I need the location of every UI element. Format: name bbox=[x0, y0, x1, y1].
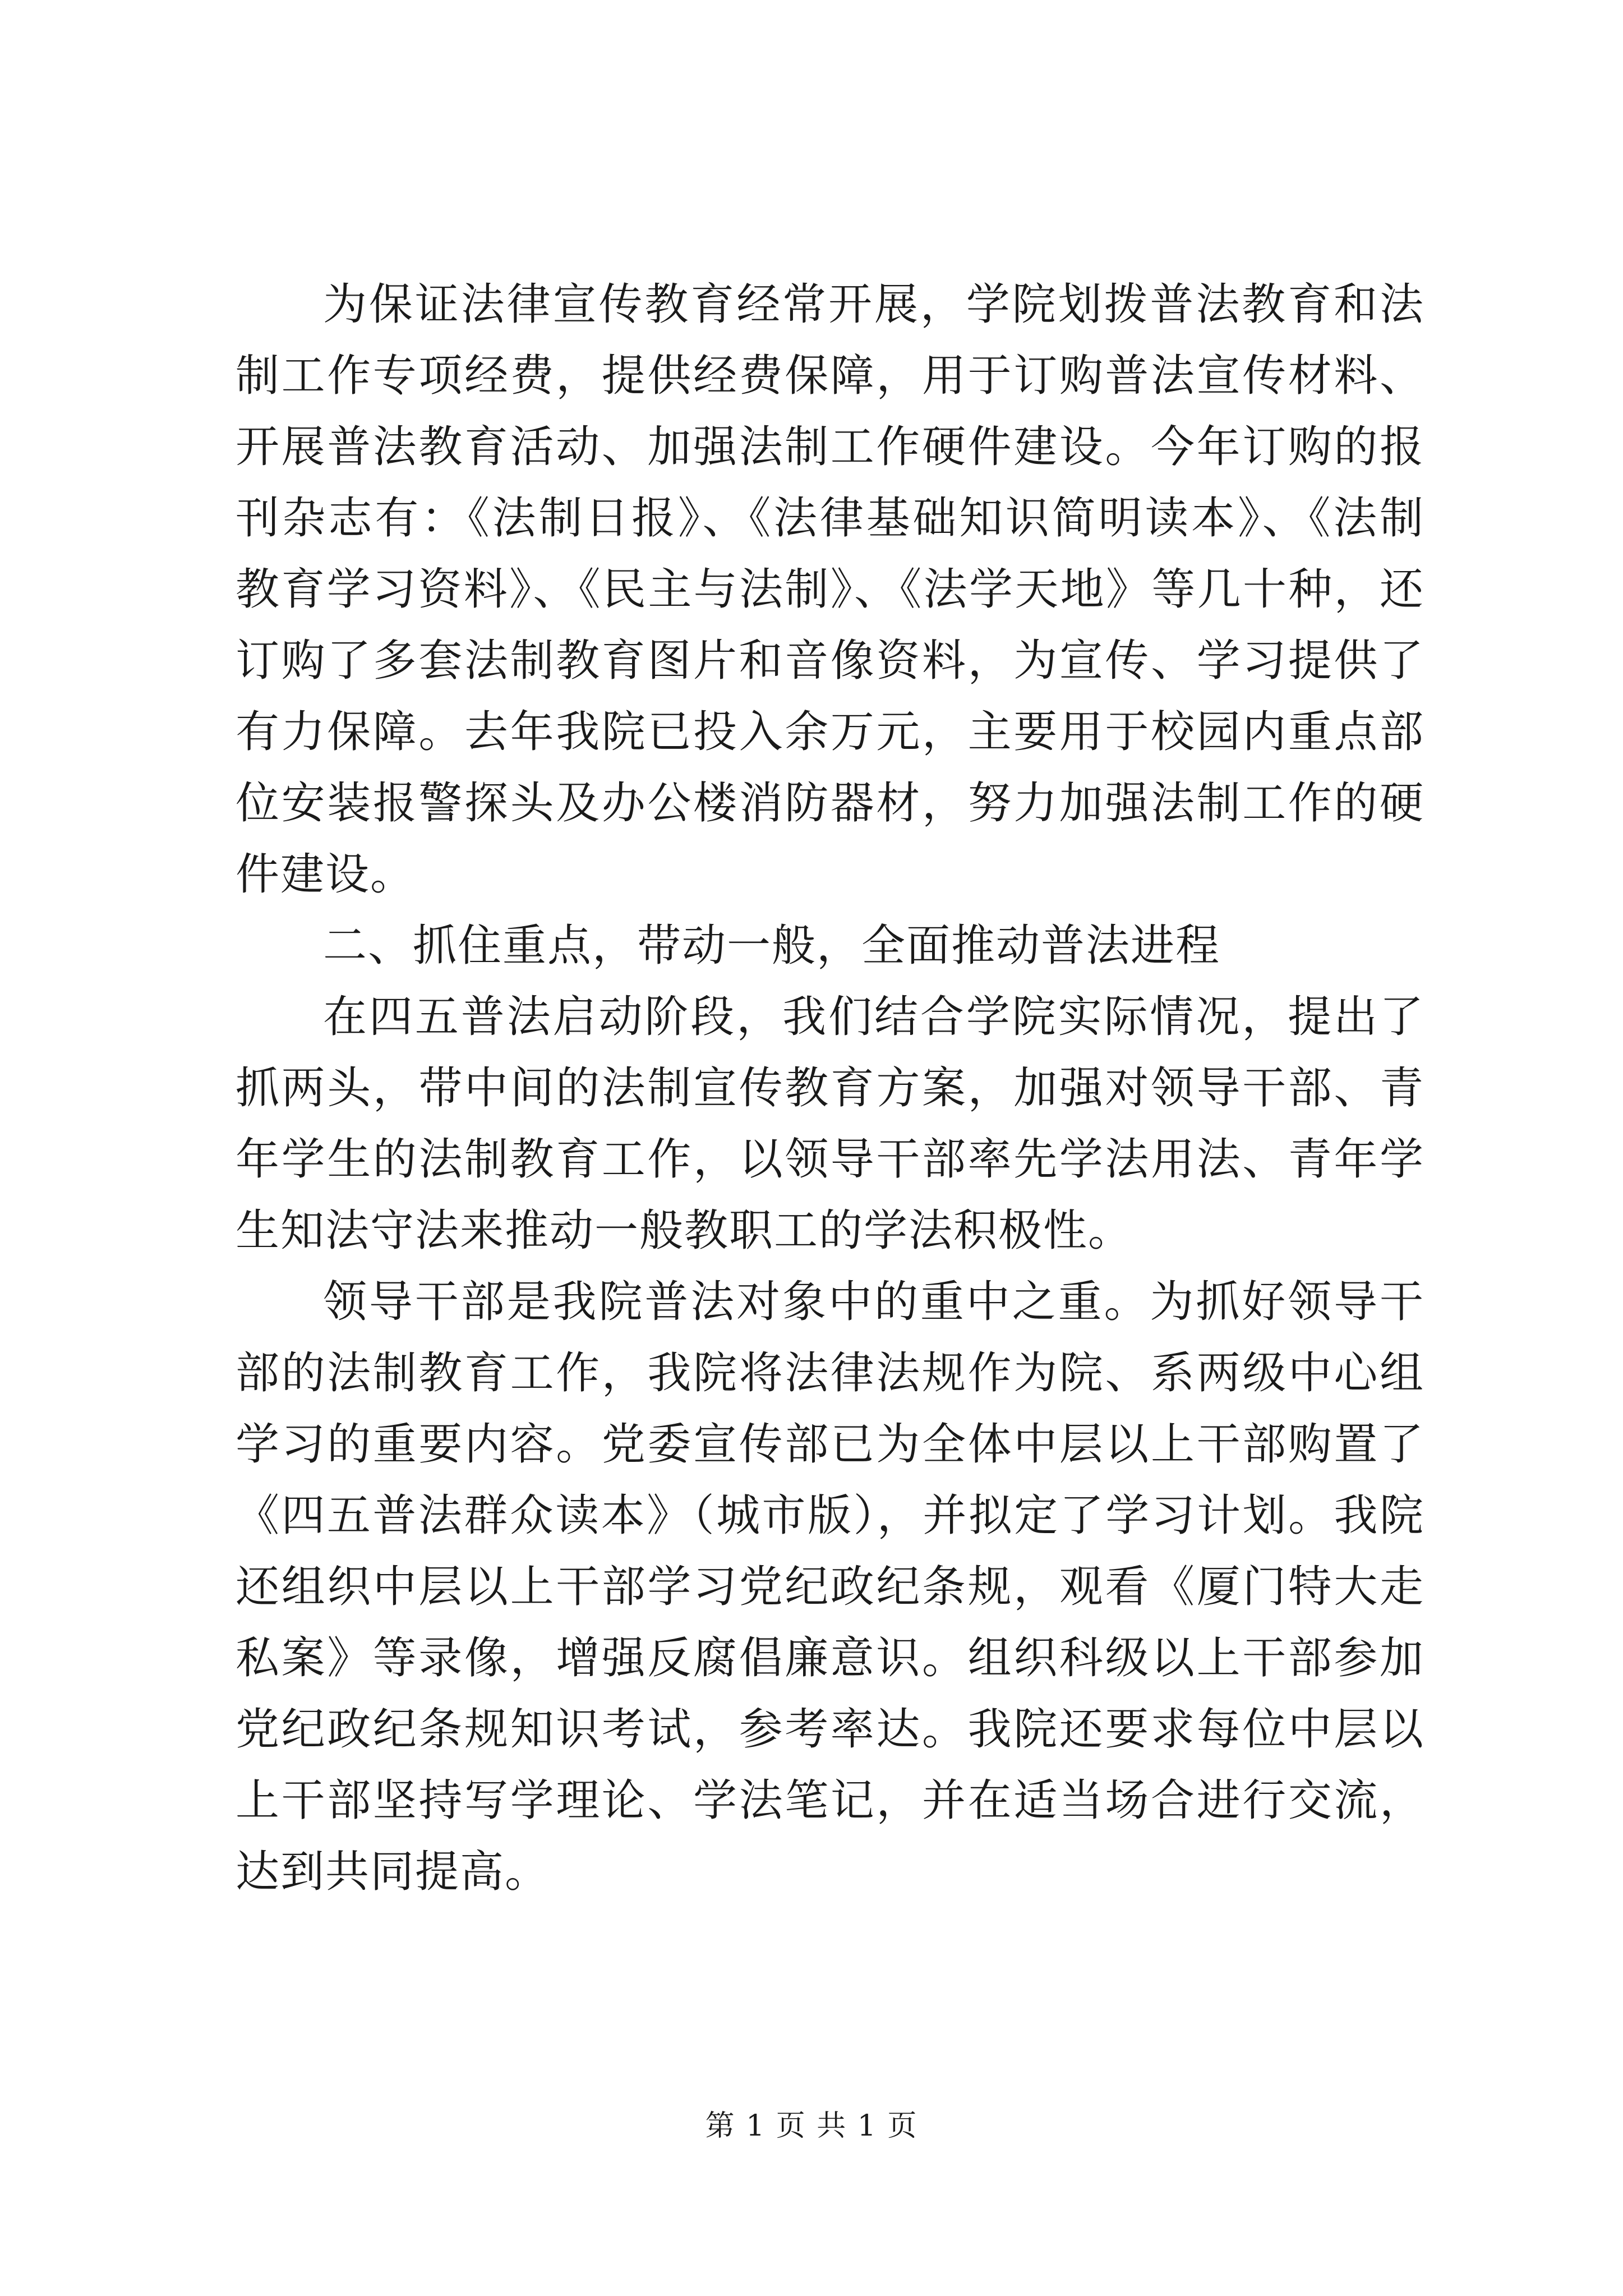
page-number-footer: 第 1 页 共 1 页 bbox=[705, 2109, 918, 2143]
paragraph-leadership: 领导干部是我院普法对象中的重中之重。为抓好领导干部的法制教育工作，我院将法律法规作为院、系两级中心组学习的重要内容。党委宣传部已为全体中层以上干部购置了《四五普法群众读本》（城市版），并拟定了学习计划。我院还组织中层以上干部学习党纪政纪条规，观看《厦门特大走私案》等录像，增强反腐倡廉意识。组织科级以上干部参加党纪政纪条规知识考试，参考率达。我院还要求每位中层以上干部坚持写学理论、学法笔记，并在适当场合进行交流，达到共同提高。 bbox=[236, 1277, 1424, 1897]
document-body bbox=[236, 269, 1424, 1908]
paragraph-launch-stage: 在四五普法启动阶段，我们结合学院实际情况，提出了抓两头，带中间的法制宣传教育方案，加强对领导干部、青年学生的法制教育工作，以领导干部率先学法用法、青年学生知法守法来推动一般教职工的学法积极性。 bbox=[236, 992, 1424, 1256]
section-heading-2: 二、抓住重点，带动一般，全面推动普法进程 bbox=[323, 921, 1221, 971]
paragraph-funding: 为保证法律宣传教育经常开展，学院划拨普法教育和法制工作专项经费，提供经费保障，用于订购普法宣传材料、开展普法教育活动、加强法制工作硬件建设。今年订购的报刊杂志有：《法制日报》、《法律基础知识简明读本》、《法制教育学习资料》、《民主与法制》、《法学天地》等几十种，还订购了多套法制教育图片和音像资料，为宣传、学习提供了有力保障。去年我院已投入余万元，主要用于校园内重点部位安装报警探头及办公楼消防器材，努力加强法制工作的硬件建设。 bbox=[236, 279, 1424, 900]
